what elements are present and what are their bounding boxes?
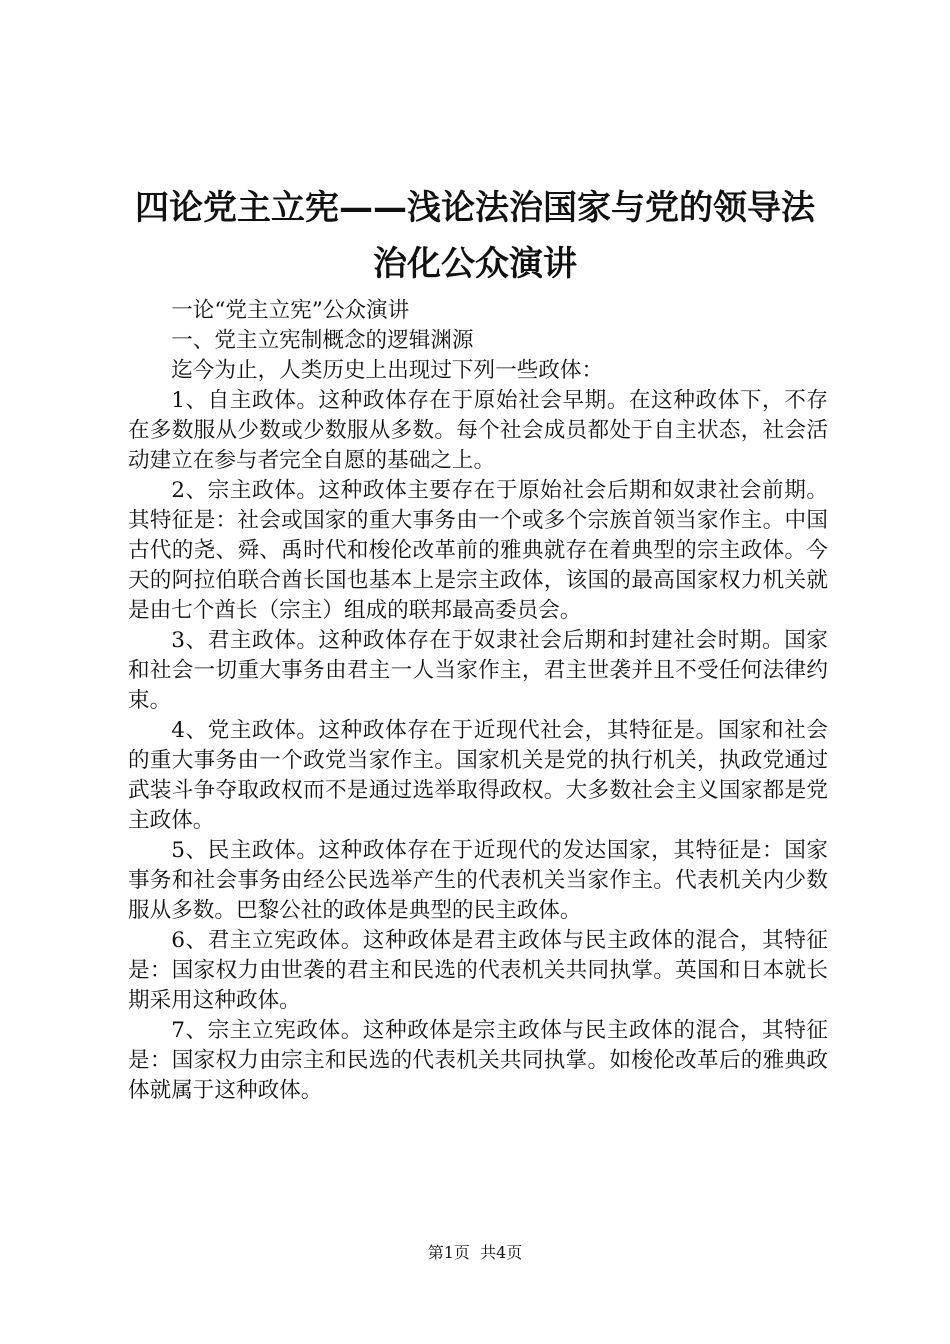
document-body bbox=[128, 296, 828, 1106]
document-title-line-2: 治化公众演讲 bbox=[373, 244, 577, 284]
paragraph-item-1: 1、自主政体。这种政体存在于原始社会早期。在这种政体下，不存在多数服从少数或少数服从多数。每个社会成员都处于自主状态，社会活动建立在参与者完全自愿的基础之上。 bbox=[128, 388, 828, 473]
page-number: 第1页 bbox=[427, 1243, 470, 1262]
paragraph-item-5: 5、民主政体。这种政体存在于近现代的发达国家，其特征是：国家事务和社会事务由经公民选举产生的代表机关当家作主。代表机关内少数服从多数。巴黎公社的政体是典型的民主政体。 bbox=[128, 838, 828, 923]
paragraph-item-2: 2、宗主政体。这种政体主要存在于原始社会后期和奴隶社会前期。其特征是：社会或国家的重大事务由一个或多个宗族首领当家作主。中国古代的尧、舜、禹时代和梭伦改革前的雅典就存在着典型的宗主政体。今天的阿拉伯联合酋长国也基本上是宗主政体，该国的最高国家权力机关就是由七个酋长（宗主）组成的联邦最高委员会。 bbox=[128, 478, 828, 623]
paragraph-item-6: 6、君主立宪政体。这种政体是君主政体与民主政体的混合，其特征是：国家权力由世袭的君主和民选的代表机关共同执掌。英国和日本就长期采用这种政体。 bbox=[128, 928, 828, 1013]
paragraph-intro: 迄今为止，人类历史上出现过下列一些政体： bbox=[171, 358, 604, 383]
page-footer bbox=[0, 1243, 950, 1263]
paragraph-item-7: 7、宗主立宪政体。这种政体是宗主政体与民主政体的混合，其特征是：国家权力由宗主和民选的代表机关共同执掌。如梭伦改革后的雅典政体就属于这种政体。 bbox=[128, 1018, 828, 1103]
paragraph-item-3: 3、君主政体。这种政体存在于奴隶社会后期和封建社会时期。国家和社会一切重大事务由君主一人当家作主，君主世袭并且不受任何法律约束。 bbox=[128, 628, 828, 713]
paragraph-item-4: 4、党主政体。这种政体存在于近现代社会，其特征是。国家和社会的重大事务由一个政党当家作主。国家机关是党的执行机关，执政党通过武装斗争夺取政权而不是通过选举取得政权。大多数社会主义国家都是党主政体。 bbox=[128, 718, 828, 833]
document-title-line-1: 四论党主立宪——浅论法治国家与党的领导法 bbox=[135, 188, 815, 228]
page-total: 共4页 bbox=[480, 1243, 523, 1262]
paragraph-section-heading: 一、党主立宪制概念的逻辑渊源 bbox=[171, 328, 474, 353]
paragraph-subtitle: 一论“党主立宪”公众演讲 bbox=[171, 298, 410, 323]
